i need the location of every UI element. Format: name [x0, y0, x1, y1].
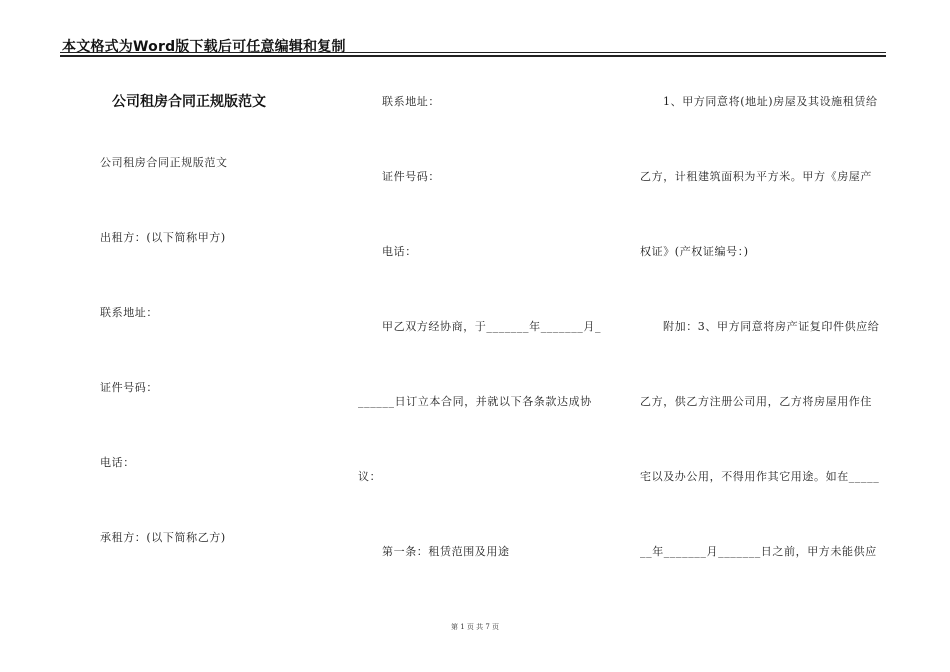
text-line: ______日订立本合同，并就以下各条款达成协	[358, 395, 592, 408]
text-line: 证件号码：	[382, 170, 440, 183]
text-line: 公司租房合同正规版范文	[100, 156, 228, 169]
document-title: 公司租房合同正规版范文	[112, 94, 266, 110]
text-line: 第一条：租赁范围及用途	[382, 545, 510, 558]
text-line: 电话：	[100, 456, 135, 469]
text-line: 1、甲方同意将(地址)房屋及其设施租赁给	[663, 95, 878, 108]
text-line: 附加：3、甲方同意将房产证复印件供应给	[663, 320, 880, 333]
text-line: 权证》(产权证编号：)	[640, 245, 749, 258]
page-number: 第 1 页 共 7 页	[450, 623, 500, 631]
text-line: 电话：	[382, 245, 417, 258]
text-line: 联系地址：	[382, 95, 440, 108]
text-line: 乙方，供乙方注册公司用，乙方将房屋用作住	[640, 395, 872, 408]
text-line: 联系地址：	[100, 306, 158, 319]
text-line: 议：	[358, 470, 382, 483]
text-line: 承租方：(以下简称乙方)	[100, 531, 226, 544]
text-line: __年_______月_______日之前，甲方未能供应	[640, 545, 877, 558]
text-line: 出租方：(以下简称甲方)	[100, 231, 226, 244]
header-title: 本文格式为Word版下载后可任意编辑和复制	[62, 39, 346, 55]
text-line: 宅以及办公用，不得用作其它用途。如在_____	[640, 470, 880, 483]
text-line: 甲乙双方经协商，于_______年_______月_	[382, 320, 602, 333]
text-line: 证件号码：	[100, 381, 158, 394]
header-divider-thick	[60, 55, 886, 57]
text-line: 乙方，计租建筑面积为平方米。甲方《房屋产	[640, 170, 872, 183]
header-divider-thin	[60, 52, 886, 53]
